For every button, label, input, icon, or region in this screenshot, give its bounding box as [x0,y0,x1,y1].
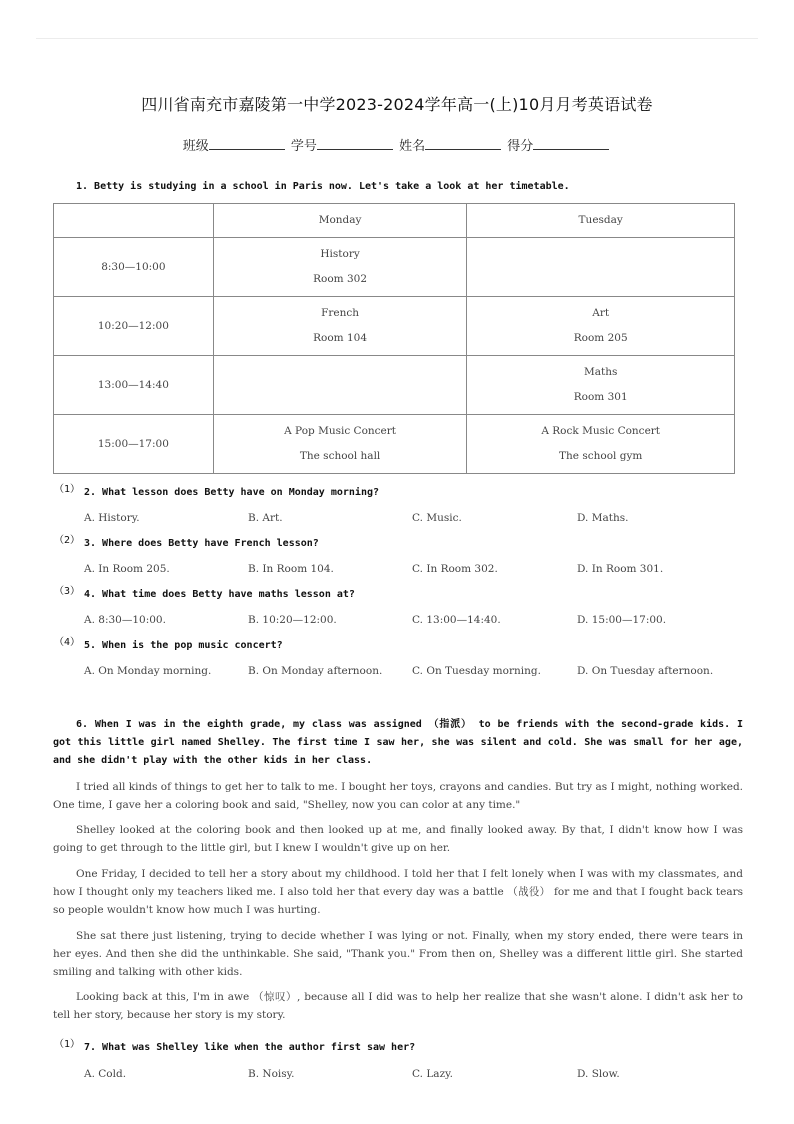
header-cell-empty [54,204,214,238]
sub-question-text: 4. What time does Betty have maths lesson at? [84,589,355,600]
sub-question-text: 5. When is the pop music concert? [84,640,283,651]
header-cell-monday: Monday [213,204,467,238]
lesson-room: The school hall [299,450,381,462]
student-number-blank[interactable] [317,137,393,150]
sub-question-number: （3） [54,586,81,597]
option-b[interactable]: B. In Room 104. [248,563,334,575]
question-6-intro: 6. When I was in the eighth grade, my class was assigned （指派） to be friends with the second-grade kids. I got this little girl named Shelley. The first time I saw her, she was silent and cold. She was small for her age, and she didn't play with the other kids in her class. [53,719,743,766]
time-cell: 13:00—14:40 [54,356,214,415]
lesson-name: Maths [584,366,618,378]
name-blank[interactable] [425,137,501,150]
lesson-room: Room 104 [313,332,368,344]
lesson-room: Room 205 [573,332,628,344]
option-a[interactable]: A. 8:30—10:00. [84,614,166,626]
monday-cell [213,356,467,415]
sub-question-number: （1） [54,484,81,495]
table-row [54,356,735,415]
lesson-name: Art [592,307,610,319]
option-a[interactable]: A. On Monday morning. [84,665,212,677]
name-label: 姓名 [399,139,426,154]
score-label: 得分 [507,139,534,154]
monday-cell [213,297,467,356]
option-a[interactable]: A. In Room 205. [84,563,170,575]
passage-paragraph: She sat there just listening, trying to decide whether I was lying or not. Finally, when my story ended, there were tears in her eyes. And then she did the unthinkable. She said, "Thank you." From then on, Shelley was a different little girl. She started smiling and talking with other kids. [53,930,743,978]
class-label: 班级 [182,139,209,154]
lesson-name: A Rock Music Concert [541,425,661,437]
option-c[interactable]: C. Music. [412,512,462,524]
lesson-name: French [321,307,360,319]
table-row [54,297,735,356]
header-cell-tuesday: Tuesday [467,204,735,238]
page-top-divider [36,38,758,39]
passage-paragraph: Looking back at this, I'm in awe （惊叹）, because all I did was to help her realize that she wasn't alone. I didn't ask her to tell her story, because her story is my story. [53,991,743,1021]
option-d[interactable]: D. 15:00—17:00. [577,614,667,626]
student-info-line [0,135,794,154]
question-1-heading: 1. Betty is studying in a school in Paris now. Let's take a look at her timetable. [76,181,570,192]
option-c[interactable]: C. Lazy. [412,1068,453,1080]
lesson-room: Room 301 [573,391,628,403]
lesson-room: The school gym [559,450,643,462]
table-row [54,415,735,474]
option-d[interactable]: D. Slow. [577,1068,620,1080]
option-b[interactable]: B. Noisy. [248,1068,295,1080]
option-d[interactable]: D. In Room 301. [577,563,664,575]
monday-cell [213,238,467,297]
option-c[interactable]: C. In Room 302. [412,563,498,575]
passage-paragraph: One Friday, I decided to tell her a story about my childhood. I told her that I felt lonely when I was with my classmates, and how I thought only my teachers liked me. I also told her that every day was a battle （战役） for me and that I fought back tears so people wouldn't know how much I was hurting. [53,868,743,916]
timetable [53,203,735,474]
option-b[interactable]: B. 10:20—12:00. [248,614,337,626]
time-cell: 15:00—17:00 [54,415,214,474]
sub-question-text: 3. Where does Betty have French lesson? [84,538,319,549]
option-b[interactable]: B. On Monday afternoon. [248,665,383,677]
lesson-name: History [320,248,360,260]
option-a[interactable]: A. History. [84,512,140,524]
tuesday-cell [467,238,735,297]
timetable-header-row [54,204,735,238]
score-blank[interactable] [533,137,609,150]
option-a[interactable]: A. Cold. [84,1068,127,1080]
option-c[interactable]: C. 13:00—14:40. [412,614,501,626]
table-row [54,238,735,297]
lesson-name: A Pop Music Concert [284,425,397,437]
lesson-room: Room 302 [313,273,368,285]
tuesday-cell [467,297,735,356]
class-blank[interactable] [209,137,285,150]
sub-question-text: 2. What lesson does Betty have on Monday morning? [84,487,380,498]
option-b[interactable]: B. Art. [248,512,283,524]
exam-title: 四川省南充市嘉陵第一中学2023-2024学年高一(上)10月月考英语试卷 [141,95,653,114]
option-d[interactable]: D. Maths. [577,512,629,524]
time-cell: 8:30—10:00 [54,238,214,297]
time-cell: 10:20—12:00 [54,297,214,356]
sub-question-number: （4） [54,637,81,648]
option-d[interactable]: D. On Tuesday afternoon. [577,665,714,677]
monday-cell [213,415,467,474]
sub-question-text: 7. What was Shelley like when the author first saw her? [84,1042,416,1053]
sub-question-number: （1） [54,1039,81,1050]
passage-paragraph: I tried all kinds of things to get her to talk to me. I bought her toys, crayons and candies. But try as I might, nothing worked. One time, I gave her a coloring book and said, "Shelley, now you can color at any time." [53,781,743,811]
option-c[interactable]: C. On Tuesday morning. [412,665,541,677]
student-number-label: 学号 [290,139,317,154]
passage-paragraph: Shelley looked at the coloring book and then looked up at me, and finally looked away. By that, I didn't know how I was going to get through to the little girl, but I knew I wouldn't give up on her. [53,824,743,854]
sub-question-number: （2） [54,535,81,546]
tuesday-cell [467,356,735,415]
tuesday-cell [467,415,735,474]
